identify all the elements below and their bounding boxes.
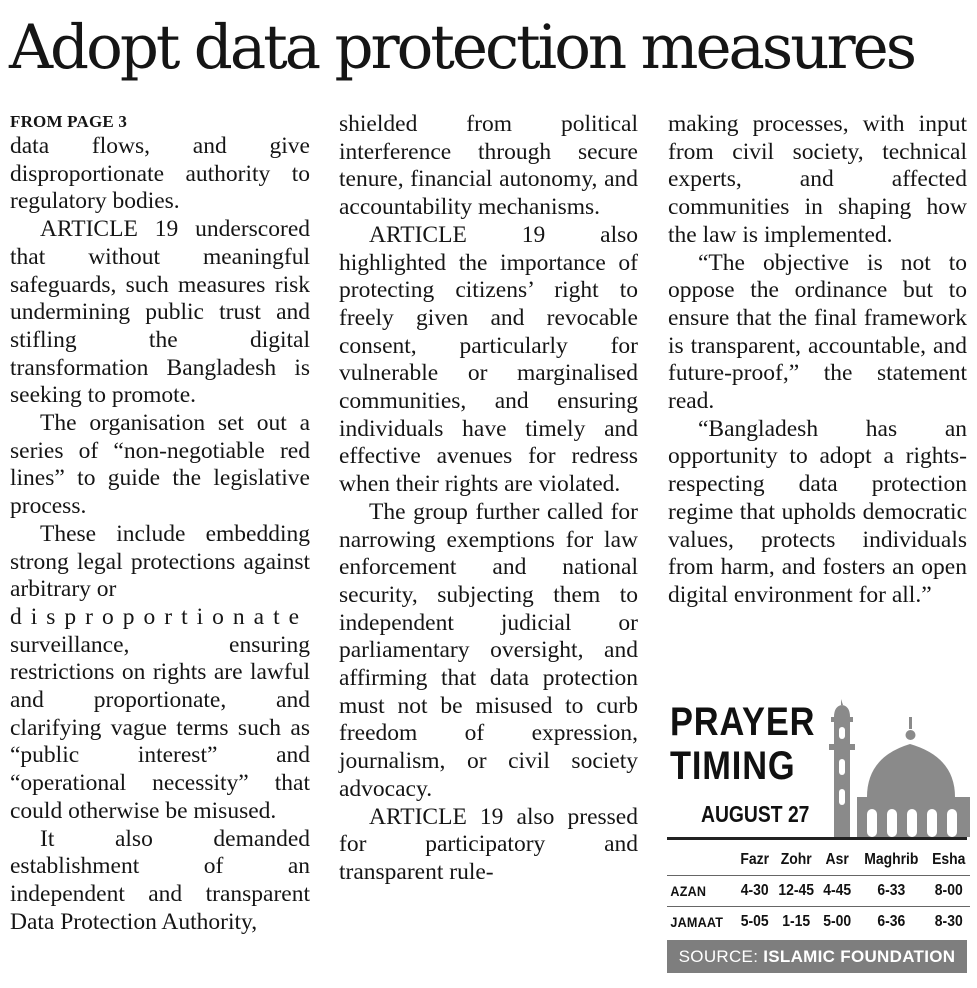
paragraph: The group further called for narrowing exemptions for law enforcement and national security, subjecting them to independent judicial or parliamentary oversight, and affirming that data protection must not be misused to curb freedom of expression, journalism, or civil society advocacy. [339, 498, 638, 802]
paragraph: The organisation set out a series of “non-negotiable red lines” to guide the legislative process. [10, 410, 310, 520]
source-bar [667, 940, 967, 973]
paragraph: data flows, and give disproportionate authority to regulatory bodies. [10, 133, 310, 215]
table-cell: 8-30 [934, 913, 963, 930]
prayer-title: PRAYER [670, 700, 816, 744]
article-column-1 [10, 111, 310, 936]
paragraph [10, 521, 310, 826]
table-cell: 6-36 [877, 913, 906, 930]
paragraph: making processes, with input from civil society, technical experts, and affected communities in shaping how the law is implemented. [668, 111, 967, 248]
row-label: AZAN [670, 876, 732, 907]
table-cell: 1-15 [782, 913, 811, 930]
article-column-3 [668, 111, 967, 610]
text-span: disproportionate [10, 603, 309, 630]
source-label: SOURCE: [678, 947, 759, 966]
paragraph: ARTICLE 19 underscored that without meaningful safeguards, such measures risk undermining public trust and stifling the digital transformation Bangladesh is seeking to promote. [10, 216, 310, 409]
table-header: Esha [931, 851, 965, 868]
paragraph: “The objective is not to oppose the ordinance but to ensure that the final framework is transparent, accountable, and future-proof,” the statement read. [668, 249, 967, 415]
prayer-times-table [667, 845, 970, 937]
text-span: interference through secure [339, 138, 638, 165]
table-row [667, 876, 970, 907]
from-page-label: FROM PAGE 3 [10, 112, 128, 131]
mosque-icon [827, 697, 970, 837]
text-span: These include embedding strong legal protections against arbitrary or [10, 520, 310, 603]
source-name: ISLAMIC FOUNDATION [763, 947, 956, 966]
paragraph: “Bangladesh has an opportunity to adopt a rights-respecting data protection regime that upholds democratic values, protects individuals from harm, and fosters an open digital environment for all.” [668, 415, 967, 608]
table-header-empty [670, 845, 732, 876]
headline: Adopt data protection measures [9, 12, 915, 83]
table-header: Asr [825, 851, 850, 868]
table-header: Zohr [780, 851, 812, 868]
text-span: surveillance, ensuring restrictions on rights are lawful and proportionate, and clarifying vague terms such as “public interest” and “operational necessity” that could otherwise be misused. [10, 631, 310, 824]
paragraph: ARTICLE 19 also highlighted the importance of protecting citizens’ right to freely given and revocable consent, particularly for vulnerable or marginalised communities, and ensuring individuals have timely and effective avenues for redress when their rights are violated. [339, 221, 638, 498]
table-cell: 5-05 [740, 913, 769, 930]
article-column-2 [339, 111, 638, 887]
table-cell: 4-30 [737, 876, 771, 907]
table-cell: 4-45 [821, 876, 854, 907]
prayer-timing-box [667, 697, 970, 975]
table-cell: 8-00 [929, 876, 968, 907]
prayer-title: TIMING [670, 744, 796, 788]
paragraph: ARTICLE 19 also pressed for participatory and transparent rule- [339, 803, 638, 885]
prayer-date: AUGUST 27 [701, 801, 810, 827]
row-label: JAMAAT [670, 914, 724, 930]
divider [667, 837, 967, 840]
text-span: shielded from political [339, 111, 638, 137]
text-span: tenure, financial autonomy, and accountability mechanisms. [339, 166, 638, 221]
table-cell: 12-45 [775, 876, 817, 907]
table-row [667, 907, 970, 938]
table-cell: 6-33 [859, 876, 923, 907]
table-header-row [667, 845, 970, 876]
table-header: Fazr [739, 851, 769, 868]
paragraph [339, 111, 638, 222]
table-header: Maghrib [864, 851, 919, 868]
paragraph: It also demanded establishment of an independent and transparent Data Protection Authority, [10, 825, 310, 935]
table-cell: 5-00 [823, 913, 852, 930]
